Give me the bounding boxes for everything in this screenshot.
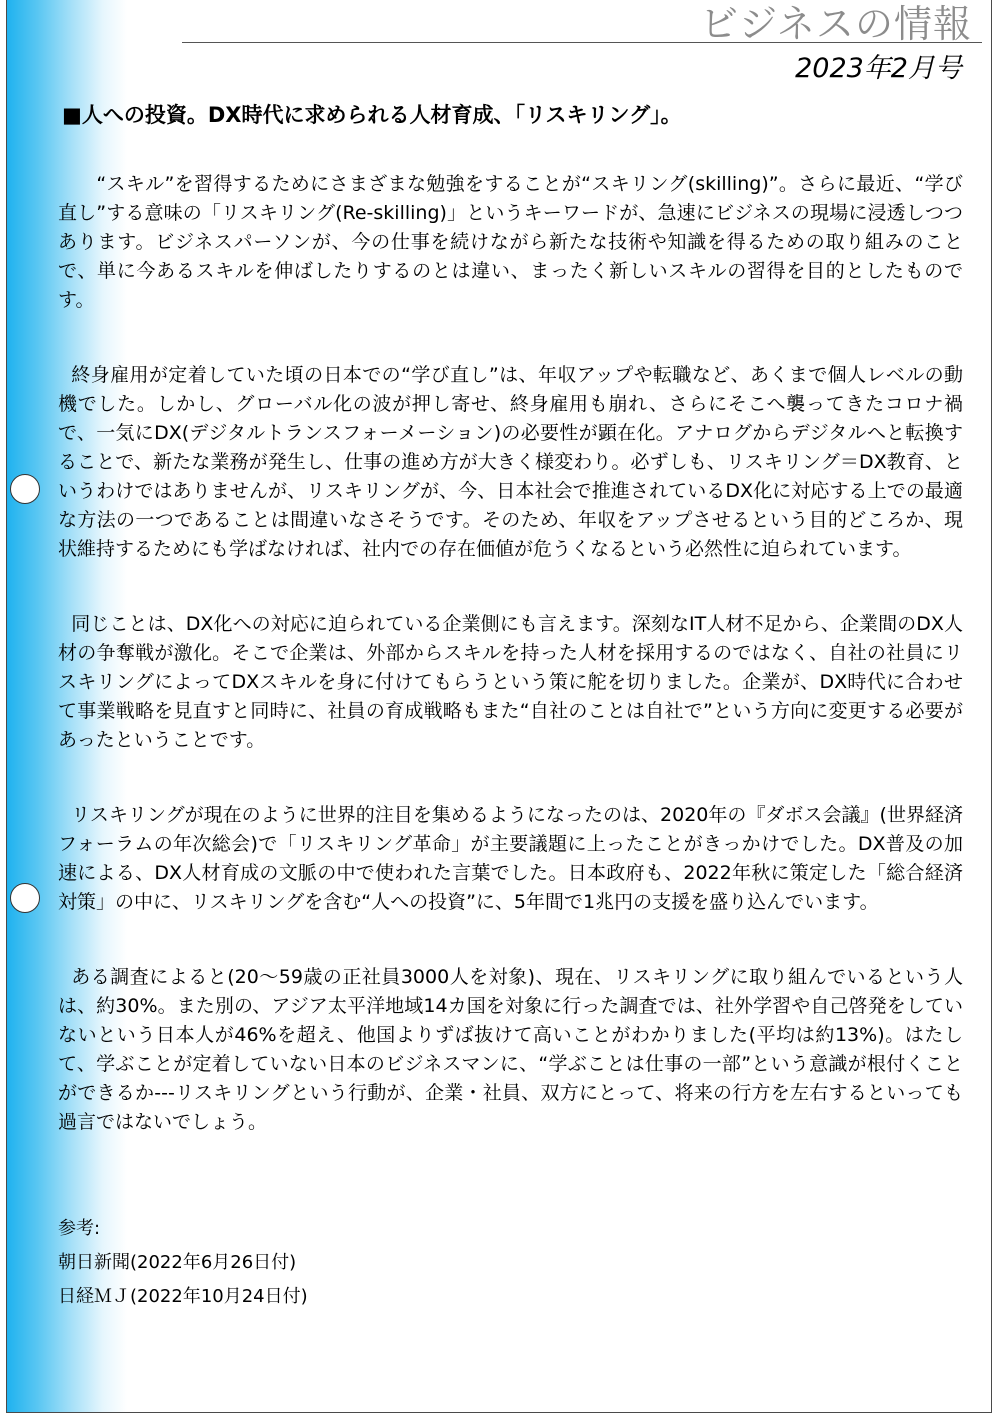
binder-hole-bottom — [10, 883, 40, 913]
references — [58, 1212, 308, 1314]
paragraph-5: ある調査によると(20～59歳の正社員3000人を対象)、現在、リスキリングに取り組んでいるという人は、約30%。また別の、アジア太平洋地域14カ国を対象に行った調査では、社外学習や自己啓発をしていないという日本人が46%を超え、他国よりずば抜けて高いことがわかりました(平均は約13%)。はたして、学ぶことが定着していない日本のビジネスマンに、“学ぶことは仕事の一部”という意識が根付くことができるか---リスキリングという行動が、企業・社員、双方にとって、将来の行方を左右するといっても過言ではないでしょう。 — [58, 966, 963, 1133]
paragraph-4: リスキリングが現在のように世界的注目を集めるようになったのは、2020年の『ダボス会議』(世界経済フォーラムの年次総会)で「リスキリング革命」が主要議題に上ったことがきっかけでした。DX普及の加速による、DX人材育成の文脈の中で使われた言葉でした。日本政府も、2022年秋に策定した「総合経済対策」の中に、リスキリングを含む“人への投資”に、5年間で1兆円の支援を盛り込んでいます。 — [58, 804, 963, 913]
reference-item: 朝日新聞(2022年6月26日付) — [58, 1252, 297, 1273]
binder-hole-top — [10, 474, 40, 504]
paragraph-2: 終身雇用が定着していた頃の日本での“学び直し”は、年収アップや転職など、あくまで個人レベルの動機でした。しかし、グローバル化の波が押し寄せ、終身雇用も崩れ、さらにそこへ襲ってきたコロナ禍で、一気にDX(デジタルトランスフォーメーション)の必要性が顕在化。アナログからデジタルへと転換することで、新たな業務が発生し、仕事の進め方が大きく様変わり。必ずしも、リスキリング＝DX教育、というわけではありませんが、リスキリングが、今、日本社会で推進されているDX化に対応する上での最適な方法の一つであることは間違いなさそうです。そのため、年収をアップさせるという目的どころか、現状維持するためにも学ばなければ、社内での存在価値が危うくなるという必然性に迫られています。 — [58, 364, 963, 560]
references-label: 参考: — [58, 1218, 101, 1239]
article-heading: ■人への投資。DX時代に求められる人材育成、「リスキリング」。 — [62, 103, 682, 127]
article-body — [58, 170, 963, 1183]
paragraph-1: “スキル”を習得するためにさまざまな勉強をすることが“スキリング(skilling)”。さらに最近、“学び直し”する意味の「リスキリング(Re-skilling)」というキーワードが、急速にビジネスの現場に浸透しつつあります。ビジネスパーソンが、今の仕事を続けながら新たな技術や知識を得るための取り組みのことで、単に今あるスキルを伸ばしたりするのとは違い、まったく新しいスキルの習得を目的としたものです。 — [58, 173, 963, 311]
issue-date: 2023年2月号 — [795, 53, 962, 84]
header-rule — [182, 42, 982, 43]
paragraph-3: 同じことは、DX化への対応に迫られている企業側にも言えます。深刻なIT人材不足から、企業間のDX人材の争奪戦が激化。そこで企業は、外部からスキルを持った人材を採用するのではなく、自社の社員にリスキリングによってDXスキルを身に付けてもらうという策に舵を切りました。企業が、DX時代に合わせて事業戦略を見直すと同時に、社員の育成戦略もまた“自社のことは自社で”という方向に変更する必要があったということです。 — [58, 613, 963, 751]
newsletter-title: ビジネスの情報 — [700, 2, 972, 46]
reference-item: 日経ＭＪ(2022年10月24日付) — [58, 1286, 308, 1307]
